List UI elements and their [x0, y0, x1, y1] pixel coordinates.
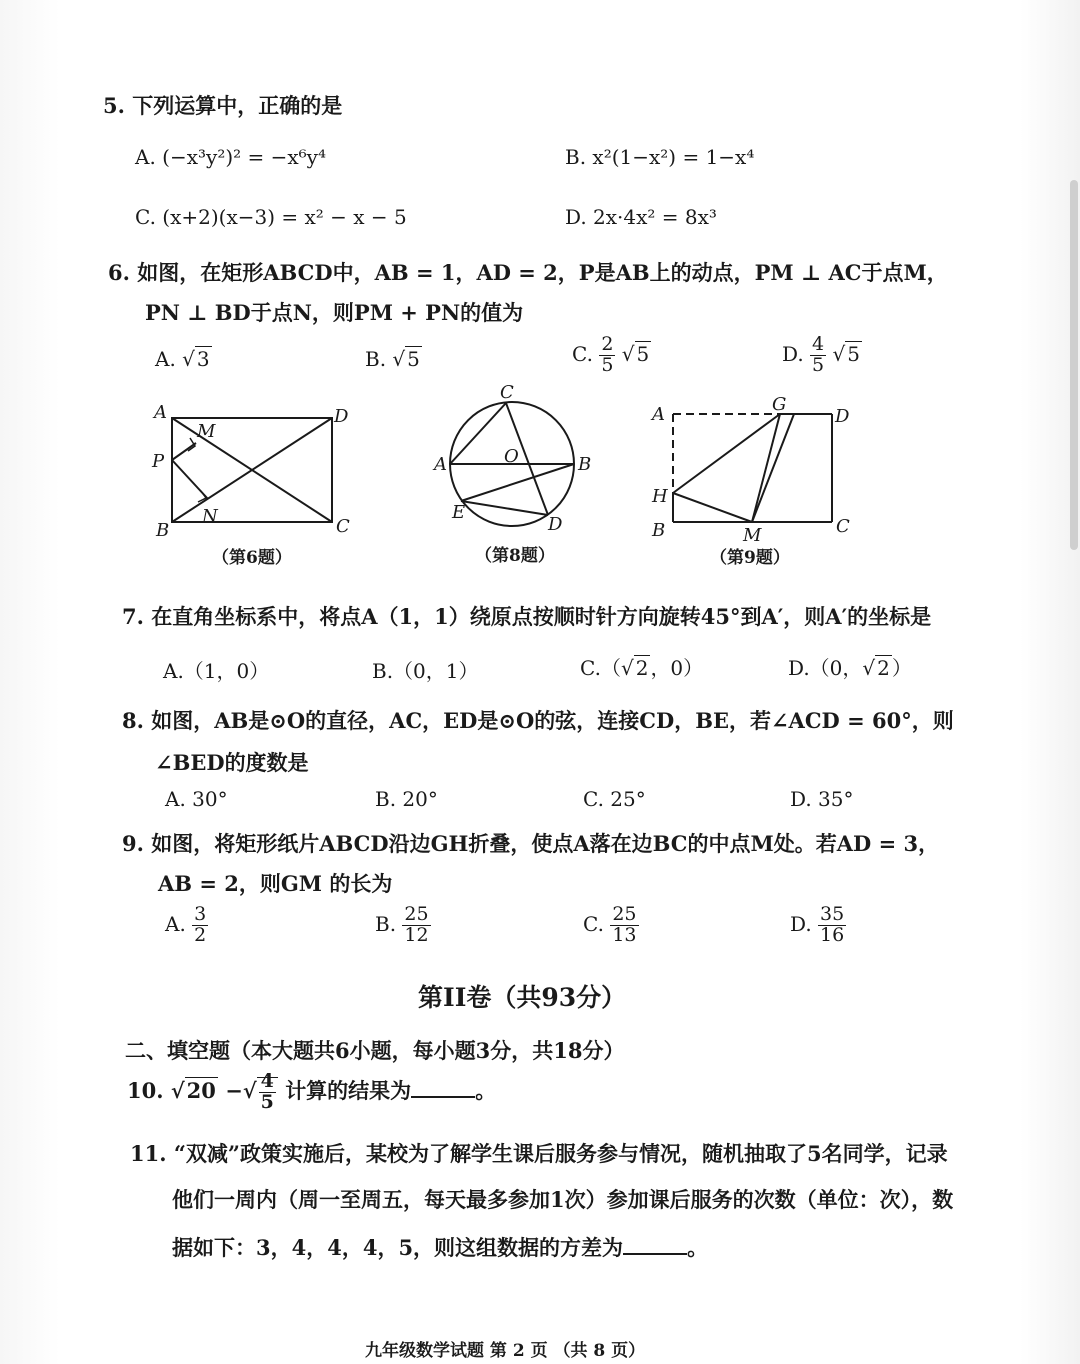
q11-answer-blank — [623, 1235, 687, 1255]
q9-stem-line1: 9. 如图，将矩形纸片ABCD沿边GH折叠，使点A落在边BC的中点M处。若AD = 3， — [122, 831, 940, 856]
q8-option-d: D. 35° — [790, 787, 854, 811]
q6-option-c: C. $\frac{2}{5}$ √ 5 — [572, 333, 650, 376]
fig9-label-b: B — [652, 520, 666, 541]
q6-stem-line1: 6. 如图，在矩形ABCD中，AB = 1，AD = 2，P是AB上的动点，PM ⊥ AC于点M， — [108, 260, 948, 285]
q6-stem-line2: PN ⊥ BD于点N，则PM + PN的值为 — [145, 300, 524, 325]
q9-option-c: C. $\frac{25}{13}$ — [583, 903, 637, 946]
q7-option-b: B.（0，1） — [372, 659, 479, 683]
q6-option-b: B. √ 5 — [365, 347, 420, 371]
figure-9 — [673, 414, 832, 522]
fig9-label-c: C — [836, 516, 850, 537]
q10: 10. √20 −√ $\frac{4}{5}$ 计算的结果为 。 — [127, 1070, 497, 1113]
q8-option-b: B. 20° — [375, 787, 438, 811]
q9-stem-line2: AB = 2，则GM 的长为 — [158, 871, 393, 896]
q8-option-c: C. 25° — [583, 787, 646, 811]
page-footer: 九年级数学试题 第 2 页 （共 8 页） — [365, 1341, 646, 1361]
fig8-label-b: B — [578, 454, 592, 475]
fig9-label-d: D — [835, 406, 850, 427]
fig6-label-m: M — [197, 421, 216, 442]
fig8-label-a: A — [434, 454, 447, 475]
fig6-label-c: C — [336, 516, 350, 537]
fig9-label-g: G — [772, 394, 787, 415]
fig8-label-d: D — [548, 514, 563, 535]
q8-stem-line1: 8. 如图，AB是⊙O的直径，AC，ED是⊙O的弦，连接CD，BE，若∠ACD = 60°，则 — [122, 708, 954, 733]
q8-option-a: A. 30° — [165, 787, 228, 811]
q9-option-a: A. $\frac{3}{2}$ — [165, 903, 207, 946]
part2-title: 第II卷（共93分） — [418, 983, 627, 1012]
fig9-label-h: H — [652, 486, 668, 507]
q5-stem: 5. 下列运算中，正确的是 — [103, 93, 343, 118]
figure-6 — [172, 418, 332, 522]
q7-option-c: C.（√ 2 ，0） — [580, 656, 704, 680]
q9-option-d: D. $\frac{35}{16}$ — [790, 903, 845, 946]
fig6-label-n: N — [202, 506, 218, 527]
fig9-label-a: A — [652, 404, 665, 425]
q8-stem-line2: ∠BED的度数是 — [155, 750, 309, 775]
q5-option-b: B. x²(1−x²) = 1−x⁴ — [565, 145, 755, 169]
q11-line1: 11. “双减”政策实施后，某校为了解学生课后服务参与情况，随机抽取了5名同学，记录 — [130, 1141, 948, 1166]
fig6-label-a: A — [154, 402, 167, 423]
fig8-label-e: E — [452, 502, 466, 523]
fig8-label-o: O — [504, 446, 519, 467]
q7-stem: 7. 在直角坐标系中，将点A（1，1）绕原点按顺时针方向旋转45°到A′，则A′的坐标是 — [122, 604, 932, 629]
fig6-caption: （第6题） — [212, 548, 292, 568]
fig9-label-m: M — [743, 525, 762, 546]
fig6-label-b: B — [156, 520, 170, 541]
q10-answer-blank — [411, 1078, 475, 1098]
fig8-label-c: C — [500, 382, 514, 403]
q5-option-a: A. (−x³y²)² = −x⁶y⁴ — [135, 145, 326, 169]
q6-option-a: A. √ 3 — [155, 347, 210, 371]
q5-option-d: D. 2x·4x² = 8x³ — [565, 205, 717, 229]
fig9-caption: （第9题） — [710, 548, 790, 568]
q7-option-a: A.（1，0） — [163, 659, 270, 683]
section2-title: 二、填空题（本大题共6小题，每小题3分，共18分） — [125, 1038, 625, 1063]
q7-option-d: D.（0，√ 2 ） — [788, 656, 912, 680]
q6-option-d: D. $\frac{4}{5}$ √ 5 — [782, 333, 860, 376]
q5-option-c: C. (x+2)(x−3) = x² − x − 5 — [135, 205, 407, 229]
scrollbar[interactable] — [1070, 180, 1078, 550]
fig8-caption: （第8题） — [475, 546, 555, 566]
fig6-label-d: D — [334, 406, 349, 427]
fig6-label-p: P — [152, 451, 165, 472]
q11-line2: 他们一周内（周一至周五，每天最多参加1次）参加课后服务的次数（单位：次），数 — [172, 1187, 954, 1212]
q11-line3: 据如下：3，4，4，4，5，则这组数据的方差为 。 — [172, 1235, 709, 1260]
q9-option-b: B. $\frac{25}{12}$ — [375, 903, 429, 946]
